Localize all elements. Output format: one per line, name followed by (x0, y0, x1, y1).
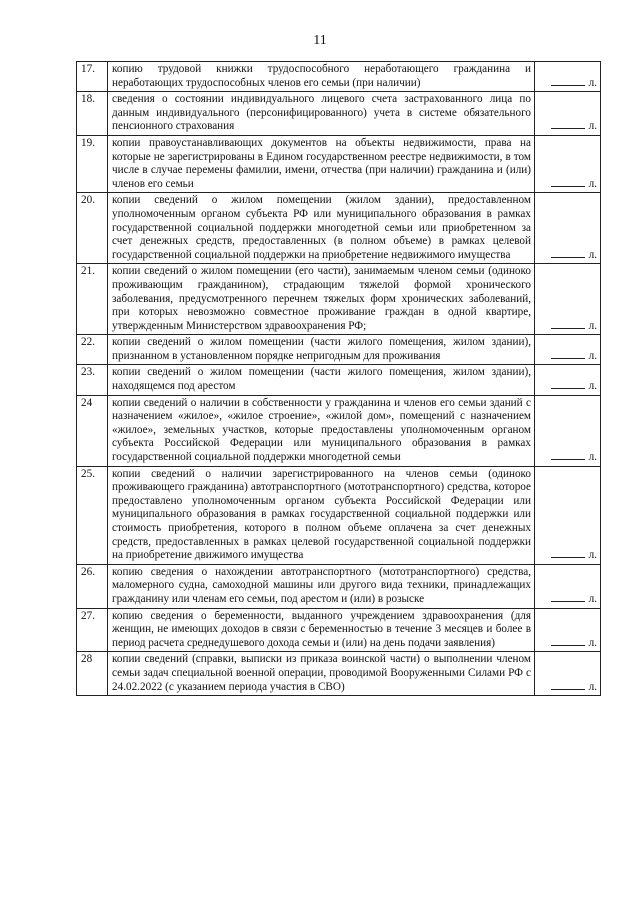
table-row (77, 652, 601, 696)
table-row (77, 608, 601, 652)
sheet-unit: л. (588, 120, 597, 133)
sheet-count-cell (535, 92, 601, 136)
row-number: 27. (77, 608, 108, 652)
sheet-unit: л. (588, 319, 597, 332)
row-text: копии сведений о жилом помещении (жилом здании), предоставленном уполномоченным органом субъекта РФ или муниципального образования в рамках государственной социальной поддержки многодетной семьи или приобретенном за счет денежных средств, предоставленных (в полном объеме) в рамках целевой государственной социальной поддержки на приобретение недвижимого имущества (108, 193, 535, 264)
sheet-unit: л. (588, 349, 597, 362)
row-text: копию сведения о нахождении автотранспортного (мототранспортного) средства, маломерного судна, самоходной машины или другого вида техники, принадлежащих гражданину или членам его семьи, под арестом и (или) в розыске (108, 564, 535, 608)
sheet-count-blank[interactable] (551, 348, 585, 359)
row-text: копии сведений (справки, выписки из приказа воинской части) о выполнении членом семьи задач специальной военной операции, проводимой Вооруженными Силами РФ с 24.02.2022 (с указанием периода участия в СВО) (108, 652, 535, 696)
row-text: копии сведений о наличии зарегистрированного на членов семьи (одиноко проживающего гражданина) автотранспортного (мототранспортного) средства, которое предоставлено уполномоченным органом субъекта Российской Федерации или муниципального образования в рамках государственной социальной поддержки или стоимость приобретения, которого в полном объеме оплачена за счет денежных средств, предоставленных в рамках целевой государственной социальной поддержки на приобретение движимого имущества (108, 466, 535, 564)
sheet-count-cell (535, 62, 601, 92)
row-number: 21. (77, 264, 108, 335)
table-row (77, 193, 601, 264)
table-row (77, 564, 601, 608)
row-number: 28 (77, 652, 108, 696)
sheet-count-cell (535, 466, 601, 564)
sheet-unit: л. (588, 592, 597, 605)
row-number: 19. (77, 135, 108, 192)
row-text: копии сведений о наличии в собственности у гражданина и членов его семьи зданий с назначением «жилое», «жилое строение», «жилой дом», помещений с назначением «жилое», земельных участков, которые предоставлены уполномоченным органом субъекта Российской Федерации или муниципального образования в рамках государственной социальной поддержки многодетной семьи (108, 395, 535, 466)
row-text: сведения о состоянии индивидуального лицевого счета застрахованного лица по данным индивидуального (персонифицированного) учета в системе обязательного пенсионного страхования (108, 92, 535, 136)
table-row (77, 365, 601, 395)
row-number: 20. (77, 193, 108, 264)
documents-table (76, 61, 601, 696)
table-row (77, 62, 601, 92)
table-row (77, 335, 601, 365)
row-text: копии сведений о жилом помещении (его части), занимаемым членом семьи (одиноко проживающим гражданином), страдающим тяжелой формой хронического заболевания, предусмотренного перечнем тяжелых форм хронических заболеваний, при которых невозможно совместное проживание граждан в одной квартире, утвержденным Министерством здравоохранения РФ; (108, 264, 535, 335)
row-number: 17. (77, 62, 108, 92)
sheet-count-blank[interactable] (551, 75, 585, 86)
sheet-count-cell (535, 264, 601, 335)
sheet-count-cell (535, 395, 601, 466)
row-text: копию сведения о беременности, выданного учреждением здравоохранения (для женщин, не имеющих доходов в связи с беременностью в течение 3 месяцев и более в период расчета среднедушевого дохода семьи и (или) на день подачи заявления) (108, 608, 535, 652)
table-row (77, 466, 601, 564)
row-number: 26. (77, 564, 108, 608)
sheet-unit: л. (588, 380, 597, 393)
sheet-count-cell (535, 365, 601, 395)
row-number: 18. (77, 92, 108, 136)
sheet-unit: л. (588, 177, 597, 190)
row-number: 22. (77, 335, 108, 365)
sheet-count-cell (535, 193, 601, 264)
sheet-count-blank[interactable] (551, 635, 585, 646)
table-row (77, 92, 601, 136)
row-text: копии правоустанавливающих документов на объекты недвижимости, права на которые не зарегистрированы в Едином государственном реестре недвижимости, в том числе в случае перемены фамилии, имени, отчества (при наличии) гражданина и (или) членов его семьи (108, 135, 535, 192)
sheet-count-blank[interactable] (551, 591, 585, 602)
page-number: 11 (313, 33, 327, 48)
sheet-unit: л. (588, 451, 597, 464)
sheet-count-blank[interactable] (551, 176, 585, 187)
sheet-count-cell (535, 608, 601, 652)
row-number: 24 (77, 395, 108, 466)
row-text: копию трудовой книжки трудоспособного неработающего гражданина и неработающих трудоспособных членов его семьи (при наличии) (108, 62, 535, 92)
sheet-count-blank[interactable] (551, 247, 585, 258)
sheet-unit: л. (588, 248, 597, 261)
table-row (77, 395, 601, 466)
sheet-count-cell (535, 335, 601, 365)
sheet-count-blank[interactable] (551, 679, 585, 690)
sheet-count-cell (535, 135, 601, 192)
sheet-count-cell (535, 652, 601, 696)
sheet-count-blank[interactable] (551, 449, 585, 460)
table-row (77, 264, 601, 335)
sheet-unit: л. (588, 680, 597, 693)
table-row (77, 135, 601, 192)
row-text: копии сведений о жилом помещении (части жилого помещения, жилом здании), находящемся под арестом (108, 365, 535, 395)
sheet-unit: л. (588, 549, 597, 562)
sheet-unit: л. (588, 76, 597, 89)
sheet-unit: л. (588, 636, 597, 649)
sheet-count-blank[interactable] (551, 378, 585, 389)
sheet-count-cell (535, 564, 601, 608)
sheet-count-blank[interactable] (551, 118, 585, 129)
sheet-count-blank[interactable] (551, 547, 585, 558)
row-text: копии сведений о жилом помещении (части жилого помещения, жилом здании), признанном в установленном порядке непригодным для проживания (108, 335, 535, 365)
row-number: 23. (77, 365, 108, 395)
sheet-count-blank[interactable] (551, 318, 585, 329)
row-number: 25. (77, 466, 108, 564)
